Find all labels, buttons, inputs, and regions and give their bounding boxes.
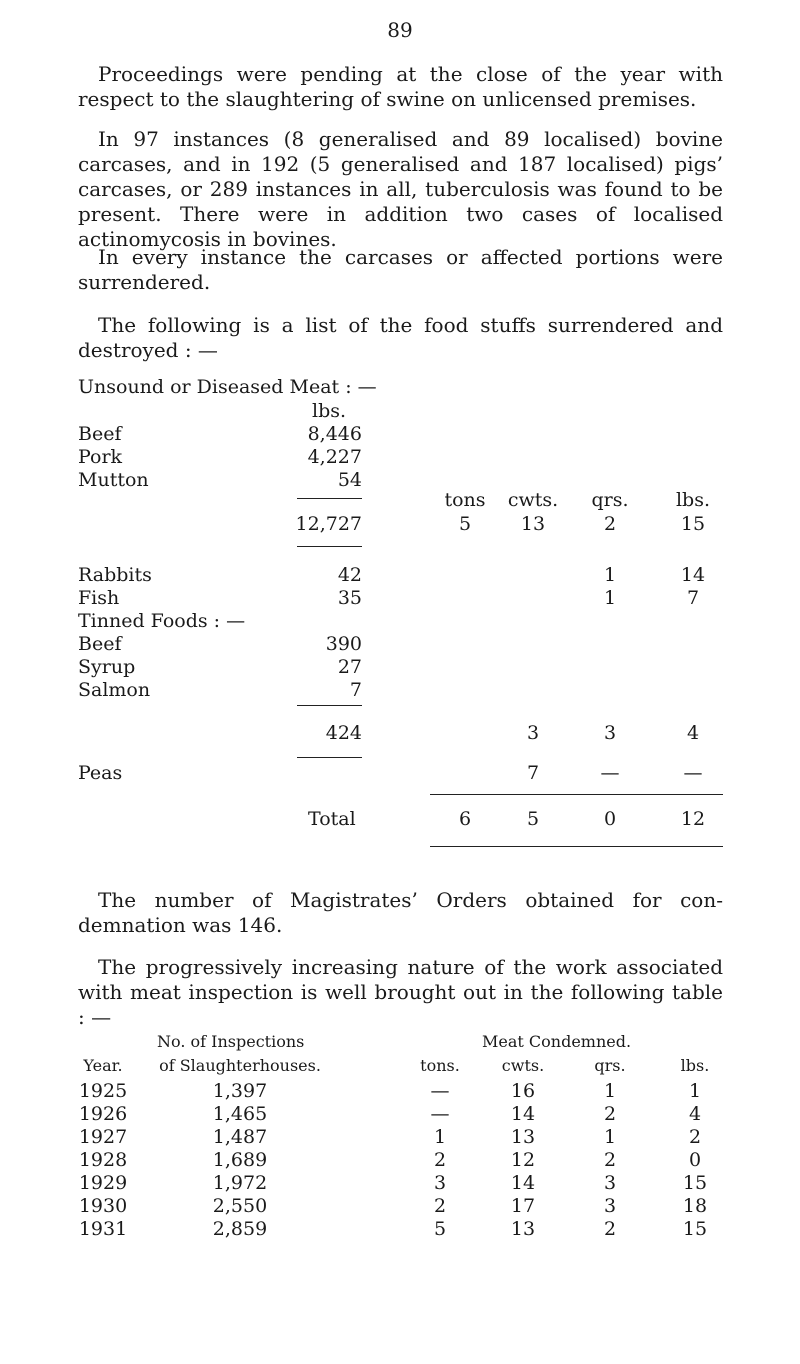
cell-year: 1931 <box>78 1218 128 1240</box>
cell-cwts: 13 <box>510 1218 536 1240</box>
meat-subtotal-lbs: 12,727 <box>295 513 362 535</box>
cell-tons: — <box>430 1103 450 1125</box>
paragraph-text: In 97 instances (8 generalised and 89 localised) bovine carcases, and in 192 (5 generalised and 187 localised) pigs’ carcases, or 289 instances in all, tuberculosis was found to be present. There were in addition two cases of localised actinomycosis in bovines. <box>78 127 723 251</box>
column-header-year: Year. <box>83 1056 123 1075</box>
fish-label: Fish <box>78 587 120 609</box>
cell-qrs: 3 <box>603 1195 617 1217</box>
column-header-qrs: qrs. <box>594 1056 626 1075</box>
cell-year: 1930 <box>78 1195 128 1217</box>
cell-qrs: 2 <box>603 1149 617 1171</box>
meat-subtotal-tons: 5 <box>458 513 472 535</box>
subtotal-rule <box>297 546 362 547</box>
cell-year: 1928 <box>78 1149 128 1171</box>
cell-cwts: 17 <box>510 1195 536 1217</box>
column-header-tons: tons. <box>420 1056 460 1075</box>
cell-inspections: 2,859 <box>212 1218 268 1240</box>
total-label: Total <box>308 808 356 830</box>
cell-year: 1929 <box>78 1172 128 1194</box>
paragraph-following <box>78 313 723 363</box>
peas-cwts: 7 <box>526 762 540 784</box>
cell-tons: 2 <box>433 1195 447 1217</box>
fish-lbs: 35 <box>337 587 362 609</box>
header-cwts: cwts. <box>507 489 559 511</box>
rabbits-qrs: 1 <box>603 564 617 586</box>
cell-year: 1927 <box>78 1126 128 1148</box>
cell-cwts: 12 <box>510 1149 536 1171</box>
cell-inspections: 1,465 <box>212 1103 268 1125</box>
paragraph-magistrates-orders <box>78 888 723 938</box>
paragraph-progressive <box>78 955 723 1030</box>
cell-qrs: 2 <box>603 1103 617 1125</box>
meat-subtotal-cwts: 13 <box>520 513 546 535</box>
cell-tons: 5 <box>433 1218 447 1240</box>
cell-inspections: 1,972 <box>212 1172 268 1194</box>
peas-lbs-col: — <box>683 762 703 784</box>
peas-qrs: — <box>600 762 620 784</box>
tinned-item-lbs: 7 <box>349 679 362 701</box>
paragraph-text: In every instance the carcases or affected portions were surrendered. <box>78 245 723 294</box>
meat-item-name: Pork <box>78 446 123 468</box>
cell-inspections: 1,487 <box>212 1126 268 1148</box>
total-cwts: 5 <box>526 808 540 830</box>
cell-lbs: 4 <box>688 1103 702 1125</box>
fish-qrs: 1 <box>603 587 617 609</box>
tinned-item-name: Beef <box>78 633 122 655</box>
tinned-subtotal-lbs: 424 <box>325 722 362 744</box>
meat-subtotal-qrs: 2 <box>603 513 617 535</box>
cell-lbs: 15 <box>682 1172 708 1194</box>
meat-item-name: Mutton <box>78 469 149 491</box>
cell-tons: 1 <box>433 1126 447 1148</box>
cell-inspections: 1,689 <box>212 1149 268 1171</box>
total-qrs: 0 <box>603 808 617 830</box>
tinned-subtotal-lbs-col: 4 <box>686 722 700 744</box>
tinned-subtotal-qrs: 3 <box>603 722 617 744</box>
cell-lbs: 0 <box>688 1149 702 1171</box>
fish-lbs-col: 7 <box>686 587 700 609</box>
meat-subtotal-lbs-col: 15 <box>680 513 706 535</box>
paragraph-text: Proceedings were pending at the close of the year with respect to the slaughtering of swine on unlicensed premises. <box>78 62 723 111</box>
paragraph-proceedings <box>78 62 723 112</box>
peas-label: Peas <box>78 762 123 784</box>
cell-tons: — <box>430 1080 450 1102</box>
cell-qrs: 2 <box>603 1218 617 1240</box>
meat-item-name: Beef <box>78 423 122 445</box>
tinned-item-name: Syrup <box>78 656 136 678</box>
cell-cwts: 13 <box>510 1126 536 1148</box>
paragraph-surrendered <box>78 245 723 295</box>
page-number: 89 <box>387 18 413 42</box>
rabbits-lbs-col: 14 <box>680 564 706 586</box>
cell-inspections: 1,397 <box>212 1080 268 1102</box>
header-qrs: qrs. <box>591 489 629 511</box>
column-header-lbs: lbs. <box>680 1056 710 1075</box>
subtotal-rule <box>297 498 362 499</box>
header-tons: tons <box>444 489 486 511</box>
tinned-foods-heading: Tinned Foods : — <box>78 610 246 632</box>
subtotal-rule <box>297 757 362 758</box>
paragraph-text: The number of Magistrates’ Orders obtained for con- demnation was 146. <box>78 888 723 937</box>
section-heading-unsound-meat: Unsound or Diseased Meat : — <box>78 376 377 398</box>
cell-qrs: 1 <box>603 1126 617 1148</box>
paragraph-text: The progressively increasing nature of the work associated with meat inspection is well brought out in the following table : — <box>78 955 723 1029</box>
paragraph-tuberculosis <box>78 127 723 252</box>
cell-inspections: 2,550 <box>212 1195 268 1217</box>
cell-cwts: 16 <box>510 1080 536 1102</box>
meat-item-lbs: 8,446 <box>307 423 362 445</box>
cell-tons: 2 <box>433 1149 447 1171</box>
cell-lbs: 2 <box>688 1126 702 1148</box>
header-no-of-inspections: No. of Inspections <box>157 1032 305 1051</box>
column-header-cwts: cwts. <box>501 1056 545 1075</box>
lbs-header: lbs. <box>312 400 347 422</box>
cell-year: 1926 <box>78 1103 128 1125</box>
subtotal-rule <box>297 705 362 706</box>
cell-qrs: 3 <box>603 1172 617 1194</box>
cell-cwts: 14 <box>510 1172 536 1194</box>
cell-lbs: 18 <box>682 1195 708 1217</box>
total-tons: 6 <box>458 808 472 830</box>
tinned-item-lbs: 27 <box>337 656 362 678</box>
header-lbs: lbs. <box>675 489 711 511</box>
cell-lbs: 1 <box>688 1080 702 1102</box>
total-lbs: 12 <box>680 808 706 830</box>
total-rule <box>430 794 723 795</box>
tinned-item-name: Salmon <box>78 679 151 701</box>
header-meat-condemned: Meat Condemned. <box>482 1032 632 1051</box>
tinned-subtotal-cwts: 3 <box>526 722 540 744</box>
cell-qrs: 1 <box>603 1080 617 1102</box>
rabbits-label: Rabbits <box>78 564 152 586</box>
cell-tons: 3 <box>433 1172 447 1194</box>
rabbits-lbs: 42 <box>337 564 362 586</box>
cell-year: 1925 <box>78 1080 128 1102</box>
column-header-slaughterhouses: of Slaughterhouses. <box>159 1056 321 1075</box>
tinned-item-lbs: 390 <box>325 633 362 655</box>
paragraph-text: The following is a list of the food stuffs surrendered and destroyed : — <box>78 313 723 362</box>
cell-cwts: 14 <box>510 1103 536 1125</box>
meat-item-lbs: 4,227 <box>307 446 362 468</box>
cell-lbs: 15 <box>682 1218 708 1240</box>
meat-item-lbs: 54 <box>337 469 362 491</box>
total-rule <box>430 846 723 847</box>
